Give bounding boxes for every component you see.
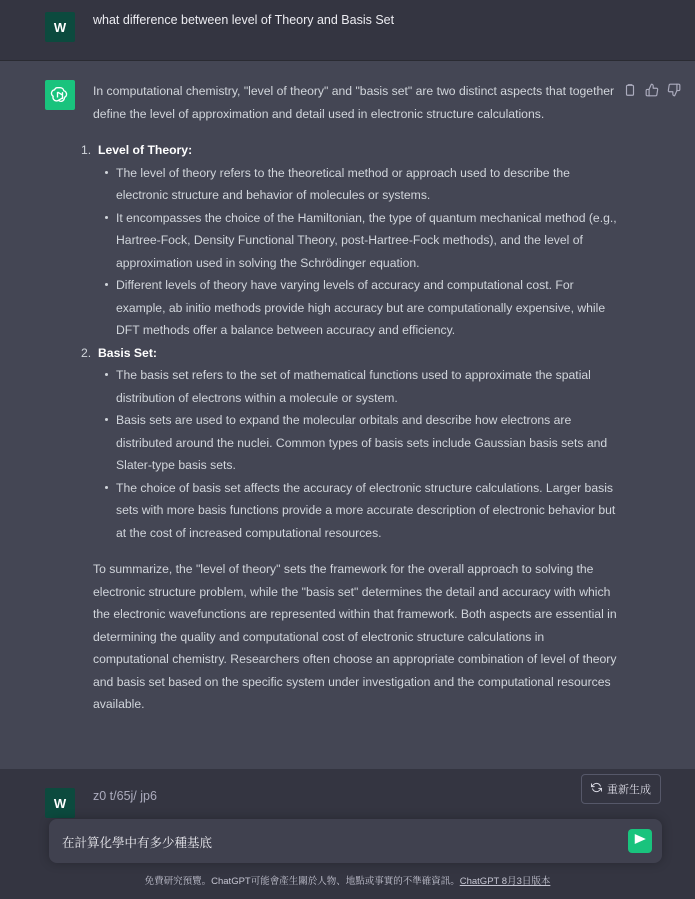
- thumbs-up-icon[interactable]: [645, 83, 659, 102]
- section-basis-set: [81, 342, 618, 545]
- bullet-item: The level of theory refers to the theoretical method or approach used to describe the electronic structure and behavior of molecules or systems.: [116, 162, 618, 207]
- next-user-avatar: [45, 788, 75, 818]
- section-number: 2.: [81, 345, 92, 360]
- regenerate-button[interactable]: [581, 774, 661, 804]
- section-bullets: [93, 364, 618, 544]
- user-message-row: [0, 0, 695, 61]
- answer-sections: [81, 139, 618, 544]
- section-level-of-theory: [81, 139, 618, 342]
- footer-text: 免費研究預覽。ChatGPT可能會產生關於人物、地點或事實的不準確資訊。: [144, 876, 460, 887]
- section-title: Level of Theory:: [98, 143, 193, 157]
- bullet-item: The choice of basis set affects the accuracy of electronic structure calculations. Larger basis sets with more basis functions provide a more accurate description of electronic behavior but at the cost of increased computational resources.: [116, 477, 618, 545]
- user-avatar-letter: W: [53, 795, 67, 811]
- send-icon: [633, 832, 647, 851]
- message-input[interactable]: [49, 819, 662, 863]
- bullet-item: It encompasses the choice of the Hamiltonian, the type of quantum mechanical method (e.g., Hartree-Fock, Density Functional Theory, post-Hartree-Fock methods), and the level of approximation used in solving the Schrödinger equation.: [116, 207, 618, 275]
- user-avatar-letter: W: [53, 19, 67, 35]
- user-avatar: [45, 12, 75, 42]
- message-input-text[interactable]: 在計算化學中有多少種基底: [62, 836, 213, 850]
- section-bullets: [93, 162, 618, 342]
- answer-summary: To summarize, the "level of theory" sets the framework for the overall approach to solving the electronic structure problem, while the "basis set" determines the detail and accuracy with which the electronic wavefunctions are represented within that framework. Both aspects are essential in determining the quality and computational cost of electronic structure calculations in computational chemistry. Researchers often choose an appropriate combination of level of theory and basis set based on the specific system under investigation and the computational resources available.: [93, 562, 617, 711]
- section-title: Basis Set:: [98, 345, 157, 360]
- next-user-message-partial: z0 t/65j/ jp6: [93, 789, 157, 803]
- send-button[interactable]: [628, 829, 652, 853]
- assistant-answer: [81, 80, 618, 716]
- message-actions: [623, 83, 681, 102]
- copy-icon[interactable]: [623, 83, 637, 102]
- bottom-area: [0, 769, 695, 899]
- user-message-text: what difference between level of Theory and Basis Set: [93, 13, 395, 27]
- bullet-item: The basis set refers to the set of mathematical functions used to approximate the spatial distribution of electrons within a molecule or system.: [116, 364, 618, 409]
- regenerate-label: 重新生成: [607, 784, 651, 796]
- footer-disclaimer: [0, 873, 695, 887]
- section-number: 1.: [81, 143, 92, 157]
- thumbs-down-icon[interactable]: [667, 83, 681, 102]
- chatgpt-logo-icon: [45, 80, 75, 110]
- bullet-item: Different levels of theory have varying levels of accuracy and computational cost. For example, ab initio methods provide high accuracy but are computationally expensive, while DFT methods offer a balance between accuracy and efficiency.: [116, 274, 618, 342]
- version-link[interactable]: ChatGPT 8月3日版本: [459, 876, 551, 887]
- answer-intro: In computational chemistry, "level of theory" and "basis set" are two distinct aspects that together define the level of approximation and detail used in electronic structure calculations.: [93, 84, 615, 121]
- bullet-item: Basis sets are used to expand the molecular orbitals and describe how electrons are distributed around the nuclei. Common types of basis sets include Gaussian basis sets and Slater-type basis sets.: [116, 409, 618, 477]
- assistant-message-row: [0, 61, 695, 769]
- refresh-icon: [591, 782, 602, 796]
